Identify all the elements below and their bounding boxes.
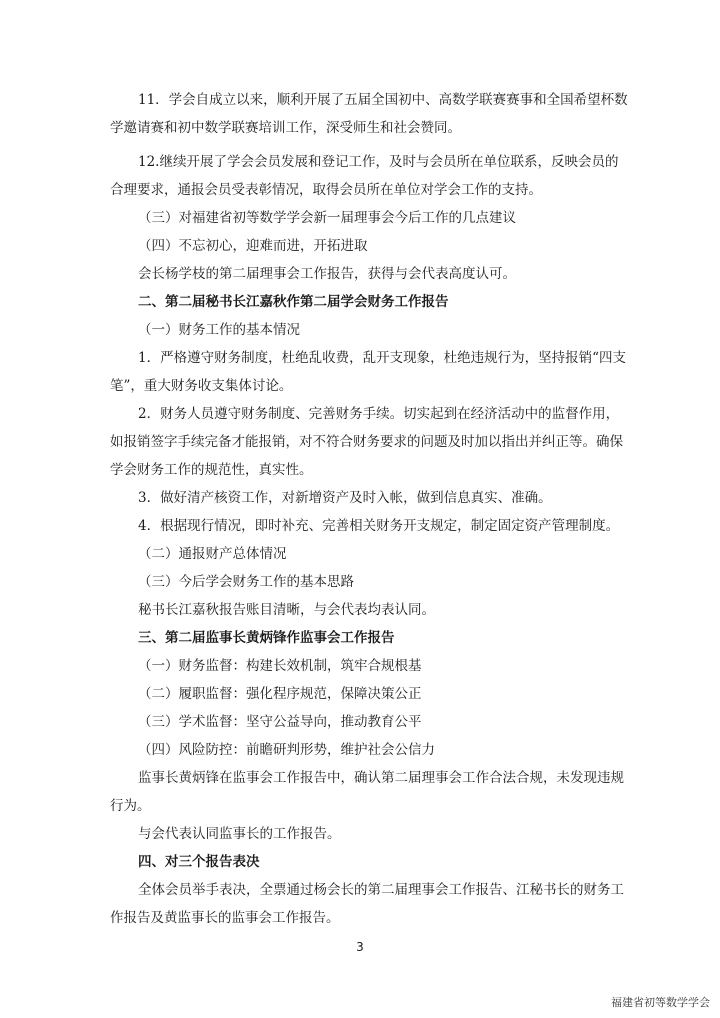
subheading-assets: （二）通报财产总体情况 bbox=[138, 546, 287, 562]
page-number: 3 bbox=[356, 940, 364, 954]
document-body bbox=[110, 86, 630, 932]
finance-item-2: 2．财务人员遵守财务制度、完善财务手续。切实起到在经济活动中的监督作用，如报销签字手续完备才能报销，对不符合财务要求的问题及时加以指出并纠正等。确保学会财务工作的规范性，真实性。 bbox=[110, 406, 623, 478]
conclusion-supervisory-2: 与会代表认同监事长的工作报告。 bbox=[138, 826, 341, 842]
supervisory-item-4: （四）风险防控：前瞻研判形势，维护社会公信力 bbox=[138, 742, 435, 758]
supervisory-item-2: （二）履职监督：强化程序规范，保障决策公正 bbox=[138, 686, 422, 702]
supervisory-item-3: （三）学术监督：坚守公益导向，推动教育公平 bbox=[138, 714, 422, 730]
subheading-finance-basic: （一）财务工作的基本情况 bbox=[138, 322, 300, 338]
conclusion-supervisory-1: 监事长黄炳锋在监事会工作报告中，确认第二届理事会工作合法合规，未发现违规行为。 bbox=[110, 770, 624, 814]
finance-item-1: 1．严格遵守财务制度，杜绝乱收费，乱开支现象，杜绝违规行为，坚持报销“四支笔”，重大财务收支集体讨论。 bbox=[110, 350, 626, 394]
subheading-suggestions: （三）对福建省初等数学学会新一届理事会今后工作的几点建议 bbox=[138, 210, 516, 226]
paragraph-11: 11．学会自成立以来，顺利开展了五届全国初中、高数学联赛赛事和全国希望杯数学邀请赛和初中数学联赛培训工作，深受师生和社会赞同。 bbox=[110, 92, 628, 136]
subheading-future-finance: （三）今后学会财务工作的基本思路 bbox=[138, 574, 354, 590]
supervisory-item-1: （一）财务监督：构建长效机制，筑牢合规根基 bbox=[138, 658, 422, 674]
section-heading-vote: 四、对三个报告表决 bbox=[138, 854, 260, 870]
section-heading-finance: 二、第二届秘书长江嘉秋作第二届学会财务工作报告 bbox=[138, 294, 449, 310]
conclusion-vote: 全体会员举手表决，全票通过杨会长的第二届理事会工作报告、江秘书长的财务工作报告及黄监事长的监事会工作报告。 bbox=[110, 882, 624, 926]
finance-item-3: 3．做好清产核资工作，对新增资产及时入帐，做到信息真实、准确。 bbox=[138, 490, 552, 506]
paragraph-12: 12.继续开展了学会会员发展和登记工作，及时与会员所在单位联系，反映会员的合理要求，通报会员受表彰情况，取得会员所在单位对学会工作的支持。 bbox=[110, 154, 619, 198]
section-heading-supervisory: 三、第二届监事长黄炳锋作监事会工作报告 bbox=[138, 630, 395, 646]
watermark: 福建省初等数学学会 bbox=[611, 996, 710, 1009]
subheading-original-aspiration: （四）不忘初心，迎难而进，开拓进取 bbox=[138, 238, 368, 254]
finance-item-4: 4．根据现行情况，即时补充、完善相关财务开支规定，制定固定资产管理制度。 bbox=[138, 518, 620, 534]
conclusion-president-report: 会长杨学枝的第二届理事会工作报告，获得与会代表高度认可。 bbox=[138, 266, 516, 282]
conclusion-finance-report: 秘书长江嘉秋报告账目清晰，与会代表均表认同。 bbox=[138, 602, 435, 618]
